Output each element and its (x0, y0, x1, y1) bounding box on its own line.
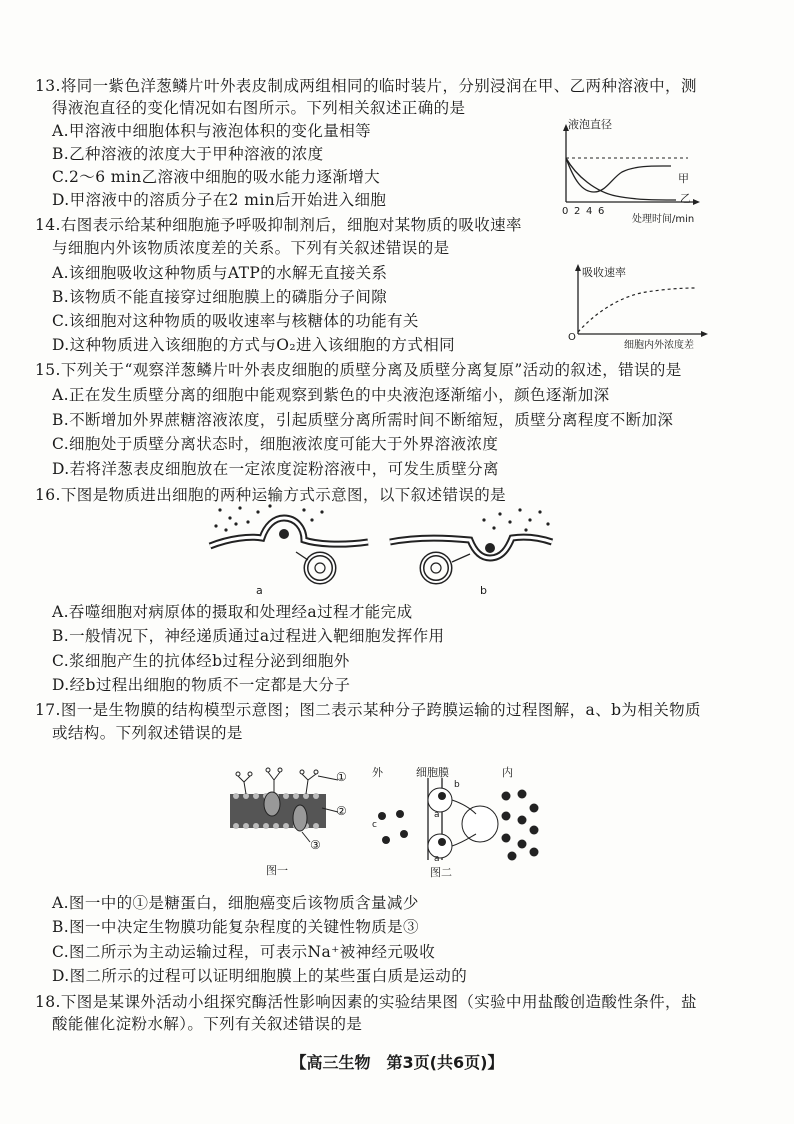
q13-tick-4: 4 (586, 206, 593, 217)
q13-option-a: A.甲溶液中细胞体积与液泡体积的变化量相等 (52, 122, 372, 140)
q13-tick-2: 2 (574, 206, 581, 217)
q13-stem-line1: 13.将同一紫色洋葱鳞片叶外表皮制成两组相同的临时装片，分别浸润在甲、乙两种溶液中，测 (35, 77, 697, 95)
q18-stem-line1: 18.下图是某课外活动小组探究酶活性影响因素的实验结果图（实验中用盐酸创造酸性条件，盐 (35, 993, 697, 1011)
q14-graph-xlabel: 细胞内外浓度差 (624, 340, 694, 351)
q16-label-b: b (480, 584, 487, 597)
q17-fig1-mark-3: ③ (310, 838, 321, 852)
q16-stem-line1: 16.下图是物质进出细胞的两种运输方式示意图，以下叙述错误的是 (35, 486, 507, 504)
q13-option-b: B.乙种溶液的浓度大于甲种溶液的浓度 (52, 145, 324, 163)
q14-absorption-graph (566, 262, 716, 352)
q14-graph-origin: O (568, 332, 576, 343)
q14-option-d: D.这种物质进入该细胞的方式与O₂进入该细胞的方式相同 (52, 336, 456, 354)
q17-fig1-mark-1: ① (336, 770, 347, 784)
q16-option-c: C.浆细胞产生的抗体经b过程分泌到细胞外 (52, 652, 350, 670)
q13-tick-0: 0 (562, 206, 569, 217)
q17-membrane-model-figure (226, 764, 356, 876)
q16-option-a: A.吞噬细胞对病原体的摄取和处理经a过程才能完成 (52, 603, 413, 621)
q17-fig1-mark-2: ② (336, 804, 347, 818)
q17-fig2-label-b: b (454, 780, 460, 790)
q13-stem-line2: 得液泡直径的变化情况如右图所示。下列相关叙述正确的是 (52, 99, 466, 117)
q17-option-b: B.图一中决定生物膜功能复杂程度的关键性物质是③ (52, 918, 419, 936)
q17-fig2-inside: 内 (502, 766, 513, 779)
q14-stem-line2: 与细胞内外该物质浓度差的关系。下列有关叙述错误的是 (52, 239, 450, 257)
q15-option-b: B.不断增加外界蔗糖溶液浓度，引起质壁分离所需时间不断缩短，质壁分离程度不断加深 (52, 411, 674, 429)
q17-option-d: D.图二所示的过程可以证明细胞膜上的某些蛋白质是运动的 (52, 967, 468, 985)
q14-stem-line1: 14.右图表示给某种细胞施予呼吸抑制剂后，细胞对某物质的吸收速率 (35, 216, 522, 234)
q14-option-a: A.该细胞吸收这种物质与ATP的水解无直接关系 (52, 264, 388, 282)
q17-option-c: C.图二所示为主动运输过程，可表示Na⁺被神经元吸收 (52, 943, 436, 961)
q17-fig1-caption: 图一 (266, 864, 288, 877)
q16-figure-svg (200, 498, 560, 598)
q15-stem-line1: 15.下列关于“观察洋葱鳞片叶外表皮细胞的质壁分离及质壁分离复原”活动的叙述，错误的是 (35, 361, 682, 379)
q17-fig2-label-a-bottom: a (434, 854, 440, 864)
q17-fig2-label-c: c (372, 820, 377, 830)
q17-fig2-svg (372, 764, 542, 864)
q14-option-c: C.该细胞对这种物质的吸收速率与核糖体的功能有关 (52, 312, 419, 330)
q16-figure-b (390, 508, 552, 582)
q15-option-c: C.细胞处于质壁分离状态时，细胞液浓度可能大于外界溶液浓度 (52, 435, 499, 453)
q13-tick-6: 6 (598, 206, 605, 217)
q13-series-jia: 甲 (678, 172, 689, 185)
q18-stem-line2: 酸能催化淀粉水解）。下列有关叙述错误的是 (52, 1015, 363, 1033)
q17-option-a: A.图一中的①是糖蛋白，细胞癌变后该物质含量减少 (52, 894, 419, 912)
q13-option-d: D.甲溶液中的溶质分子在2 min后开始进入细胞 (52, 191, 387, 209)
q16-label-a: a (256, 584, 263, 597)
q13-vacuole-graph (556, 118, 716, 226)
q14-graph-ylabel: 吸收速率 (582, 266, 626, 279)
q13-series-yi: 乙 (680, 192, 691, 205)
q13-graph-xlabel: 处理时间/min (632, 214, 695, 225)
q14-option-b: B.该物质不能直接穿过细胞膜上的磷脂分子间隙 (52, 288, 388, 306)
q16-transport-figure (200, 498, 560, 598)
q16-option-d: D.经b过程出细胞的物质不一定都是大分子 (52, 676, 351, 694)
q15-option-d: D.若将洋葱表皮细胞放在一定浓度淀粉溶液中，可发生质壁分离 (52, 460, 499, 478)
q17-fig2-label-a-top: a (434, 810, 440, 820)
q13-graph-ylabel: 液泡直径 (568, 118, 612, 131)
q17-transport-figure (372, 764, 542, 879)
page-footer: 【高三生物 第3页(共6页)】 (290, 1053, 504, 1072)
q15-option-a: A.正在发生质壁分离的细胞中能观察到紫色的中央液泡逐渐缩小，颜色逐渐加深 (52, 386, 610, 404)
q17-fig2-caption: 图二 (430, 866, 452, 879)
q16-option-b: B.一般情况下，神经递质通过a过程进入靶细胞发挥作用 (52, 627, 445, 645)
q17-stem-line1: 17.图一是生物膜的结构模型示意图；图二表示某种分子跨膜运输的过程图解，a、b为相关物质 (35, 701, 701, 719)
q13-option-c: C.2～6 min乙溶液中细胞的吸水能力逐渐增大 (52, 168, 381, 186)
q17-fig2-membrane: 细胞膜 (416, 766, 449, 779)
q17-fig2-outside: 外 (372, 766, 383, 779)
q16-figure-a (210, 504, 368, 582)
q17-stem-line2: 或结构。下列叙述错误的是 (52, 724, 243, 742)
